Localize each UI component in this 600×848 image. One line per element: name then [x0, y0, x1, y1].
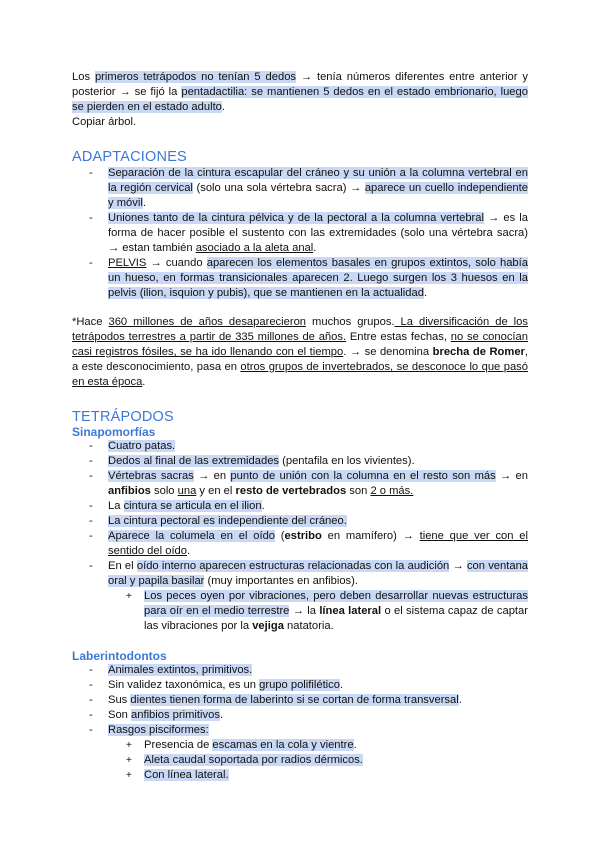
- list-item: [108, 678, 528, 693]
- text: Los: [72, 71, 95, 83]
- highlight: Animales extintos, primitivos.: [108, 664, 253, 676]
- text: Sus: [108, 694, 131, 706]
- text: Sin validez taxonómica, es un: [108, 679, 260, 691]
- text: .: [339, 679, 344, 691]
- highlight: Vértebras sacras: [108, 470, 194, 482]
- list-item: [108, 559, 528, 634]
- underline: La diversificación de los tetrápodos terrestres a partir de 335 millones de años.: [72, 316, 528, 343]
- text: .: [221, 101, 226, 113]
- highlight: punto de unión con la columna en el resto son más: [230, 470, 496, 482]
- text: → la: [289, 605, 320, 617]
- list-item: [108, 708, 528, 723]
- bold-term: anfibios: [108, 485, 151, 497]
- text: En el: [108, 560, 137, 572]
- underline: asociado a la aleta anal: [195, 242, 314, 254]
- text: muchos grupos.: [306, 316, 395, 328]
- bold-term: resto de vertebrados: [235, 485, 347, 497]
- underline: otros grupos de invertebrados, se desconoce lo que pasó en esta época: [72, 361, 528, 388]
- list-item: [108, 499, 528, 514]
- sub-list-item: [144, 589, 528, 634]
- text: natatoria.: [283, 620, 334, 632]
- highlight: Con línea lateral.: [144, 769, 229, 781]
- highlight: escamas en la cola y vientre: [212, 739, 354, 751]
- underline: tiene que ver con el sentido del oído: [108, 530, 528, 557]
- underline: no se conocían casi registros fósiles, se ha ido llenando con el tiempo: [72, 331, 528, 358]
- subtitle-sinapomorfias: Sinapomorfías: [72, 425, 156, 439]
- underline: PELVIS: [108, 257, 147, 269]
- highlight: aparecen los elementos basales en grupos extintos, solo había un hueso, en formas transicionales aparecen 2. Luego surgen los 3 huesos en la pelvis (ilion, isquion y pubis), que se mantienen en la actualidad: [108, 257, 528, 299]
- list-item: [108, 723, 528, 783]
- copy-tree-note: Copiar árbol.: [72, 116, 137, 128]
- text: solo: [150, 485, 178, 497]
- subtitle-laberintodontos: Laberintodontos: [72, 649, 167, 663]
- text: .: [142, 376, 146, 388]
- underline: 2 o más.: [370, 485, 414, 497]
- highlight: Los peces oyen por vibraciones, pero deben desarrollar nuevas estructuras para oír en el medio terrestre: [144, 590, 528, 617]
- text: son: [346, 485, 371, 497]
- sub-list-item: [144, 768, 528, 783]
- text: .: [219, 709, 224, 721]
- highlight: La cintura pectoral es independiente del cráneo.: [108, 515, 347, 527]
- highlight: cintura se articula en el ilion: [123, 500, 262, 512]
- text: (: [275, 530, 285, 542]
- list-item: [108, 663, 528, 678]
- list-item: [108, 454, 528, 469]
- highlight: aparece un cuello independiente y móvil: [108, 182, 528, 209]
- highlight: Aparece la columela en el oído: [108, 530, 276, 542]
- bold-term: línea lateral: [319, 605, 382, 617]
- romer-gap-note: [72, 315, 528, 390]
- text: →: [449, 560, 467, 572]
- highlight: oído interno aparecen estructuras relacionadas con la audición: [136, 560, 450, 572]
- highlight: pentadactilia: [181, 86, 245, 98]
- list-item: [108, 514, 528, 529]
- highlight: Rasgos pisciformes:: [108, 724, 209, 736]
- section-title-adaptaciones: ADAPTACIONES: [72, 149, 187, 165]
- text: Presencia de: [144, 739, 213, 751]
- laberintodontos-list: [72, 663, 528, 783]
- sinapomorfias-list: [72, 439, 528, 634]
- list-item: [108, 439, 528, 454]
- sub-list-item: [144, 753, 528, 768]
- highlight: Uniones tanto de la cintura pélvica y de la pectoral a la columna vertebral: [108, 212, 484, 224]
- text: → en: [193, 470, 231, 482]
- text: .: [423, 287, 428, 299]
- text: Son: [108, 709, 132, 721]
- bold-term: brecha de Romer: [432, 346, 525, 358]
- text: Entre estas fechas,: [346, 331, 451, 343]
- text: en mamífero) →: [321, 530, 420, 542]
- list-item: [108, 529, 528, 559]
- underline: 360 millones de años desaparecieron: [108, 316, 307, 328]
- sub-list: [108, 589, 528, 634]
- adaptaciones-list: [72, 166, 528, 301]
- highlight: primeros tetrápodos no tenían 5 dedos: [94, 71, 297, 83]
- text: .: [142, 197, 146, 209]
- text: .: [261, 500, 265, 512]
- text: → tenía números diferentes entre anterior y posterior → se fijó la: [72, 71, 528, 98]
- text: (pentafila en los vivientes).: [279, 455, 415, 467]
- section-title-tetrapodos: TETRÁPODOS: [72, 409, 174, 425]
- document-page: [72, 70, 528, 783]
- text: → en: [495, 470, 529, 482]
- text: *Hace: [72, 316, 109, 328]
- highlight: dientes tienen forma de laberinto si se cortan de forma transversal: [130, 694, 459, 706]
- list-item: [108, 256, 528, 301]
- list-item: [108, 166, 528, 211]
- text: (muy importantes en anfibios).: [204, 575, 358, 587]
- list-item: [108, 469, 528, 499]
- text: La: [108, 500, 124, 512]
- text: .: [313, 242, 317, 254]
- list-item: [108, 693, 528, 708]
- text: → es la forma de hacer posible el sustento con las extremidades (solo una vértebra sacra) → estan también: [108, 212, 528, 254]
- bold-term: estribo: [284, 530, 322, 542]
- underline: una: [177, 485, 197, 497]
- highlight: anfibios primitivos: [131, 709, 220, 721]
- text: . → se denomina: [343, 346, 433, 358]
- sub-list: [108, 738, 528, 783]
- list-item: [108, 211, 528, 256]
- highlight: grupo polifilético: [259, 679, 340, 691]
- highlight: : se mantienen 5 dedos en el estado embrionario, luego se pierden en el estado adulto: [72, 86, 528, 113]
- intro-paragraph: [72, 70, 528, 115]
- text: (solo una sola vértebra sacra) →: [192, 182, 365, 194]
- highlight: con ventana oral y papila basilar: [108, 560, 529, 587]
- text: .: [187, 545, 191, 557]
- bold-term: vejiga: [252, 620, 284, 632]
- text: o el sistema capaz de captar las vibraciones por la: [144, 605, 528, 632]
- text: .: [458, 694, 462, 706]
- text: y en el: [196, 485, 236, 497]
- highlight: Aleta caudal soportada por radios dérmicos.: [144, 754, 363, 766]
- highlight: Separación de la cintura escapular del cráneo y su unión a la columna vertebral en la región cervical: [108, 167, 528, 194]
- highlight: Cuatro patas.: [108, 440, 176, 452]
- sub-list-item: [144, 738, 528, 753]
- text: .: [353, 739, 357, 751]
- text: → cuando: [146, 257, 207, 269]
- text: , a este desconocimiento, pasa en: [72, 346, 528, 373]
- highlight: Dedos al final de las extremidades: [108, 455, 280, 467]
